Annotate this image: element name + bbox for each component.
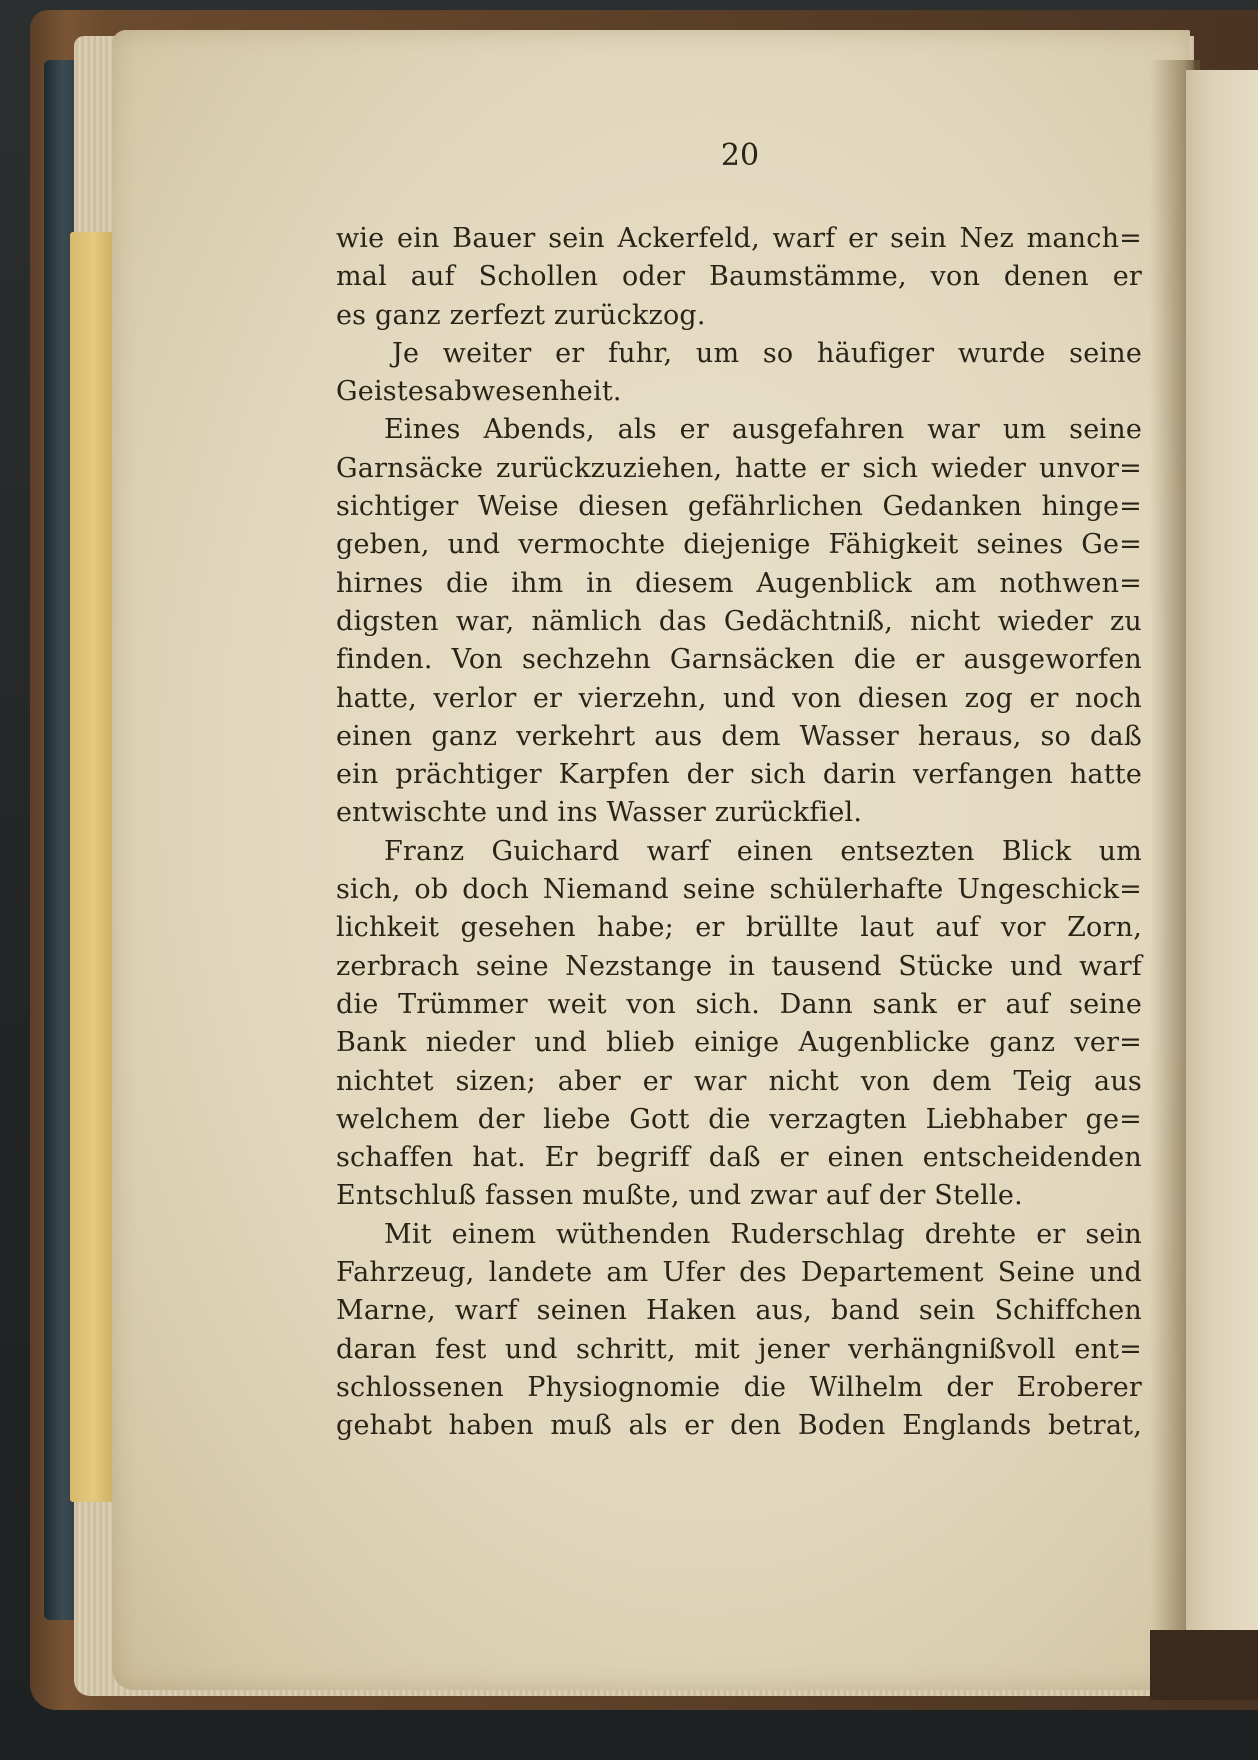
text-line: digsten war, nämlich das Gedächtniß, nicht wieder zu [336, 605, 1142, 637]
text-line: wie ein Bauer sein Ackerfeld, warf er sein Nez manch= [336, 223, 1142, 254]
text-line: finden. Von sechzehn Garnsäcken die er ausgeworfen [336, 644, 1142, 676]
text-line: Mit einem wüthenden Ruderschlag drehte er sein [384, 1218, 1142, 1250]
text-line: einen ganz verkehrt aus dem Wasser heraus, so daß [336, 720, 1142, 752]
text-line: Geistesabwesenheit. [336, 376, 622, 408]
text-line: lichkeit gesehen habe; er brüllte laut auf vor Zorn, [336, 912, 1142, 944]
text-line: welchem der liebe Gott die verzagten Liebhaber ge= [336, 1103, 1142, 1135]
text-line: Marne, warf seinen Haken aus, band sein Schiffchen [336, 1295, 1142, 1327]
text-line: Franz Guichard warf einen entsezten Blick um [384, 835, 1142, 867]
text-line: gehabt haben muß als er den Boden Englands betrat, [336, 1410, 1142, 1442]
body-text [336, 220, 1142, 1446]
text-line: hatte, verlor er vierzehn, und von diesen zog er noch [336, 682, 1142, 714]
text-line: Eines Abends, als er ausgefahren war um seine [384, 414, 1142, 446]
facing-page [1186, 70, 1258, 1640]
text-line: Bank nieder und blieb einige Augenblicke ganz ver= [336, 1027, 1142, 1059]
text-line: sich, ob doch Niemand seine schülerhafte Ungeschick= [336, 874, 1142, 906]
text-line: Je weiter er fuhr, um so häufiger wurde seine [392, 337, 1142, 369]
paper-strip [70, 232, 118, 1502]
page-number: 20 [720, 138, 760, 173]
text-line: es ganz zerfezt zurückzog. [336, 299, 706, 331]
text-line: Fahrzeug, landete am Ufer des Departement Seine und [336, 1257, 1142, 1289]
facing-page-cover [1150, 1630, 1258, 1700]
text-line: mal auf Schollen oder Baumstämme, von denen er [336, 261, 1142, 293]
text-line: nichtet sizen; aber er war nicht von dem Teig aus [336, 1065, 1142, 1097]
text-line: schlossenen Physiognomie die Wilhelm der Eroberer [336, 1371, 1142, 1403]
text-line: daran fest und schritt, mit jener verhängnißvoll ent= [336, 1333, 1142, 1365]
text-line: schaffen hat. Er begriff daß er einen entscheidenden [336, 1142, 1142, 1174]
text-line: hirnes die ihm in diesem Augenblick am nothwen= [336, 567, 1142, 599]
text-line: sichtiger Weise diesen gefährlichen Gedanken hinge= [336, 491, 1142, 523]
text-line: die Trümmer weit von sich. Dann sank er auf seine [336, 988, 1142, 1020]
text-line: entwischte und ins Wasser zurückfiel. [336, 797, 863, 829]
text-line: geben, und vermochte diejenige Fähigkeit seines Ge= [336, 529, 1142, 561]
text-line: Garnsäcke zurückzuziehen, hatte er sich wieder unvor= [336, 452, 1142, 484]
text-line: ein prächtiger Karpfen der sich darin verfangen hatte [336, 759, 1142, 791]
text-line: zerbrach seine Nezstange in tausend Stücke und warf [336, 950, 1142, 982]
text-line: Entschluß fassen mußte, und zwar auf der Stelle. [336, 1180, 1023, 1212]
